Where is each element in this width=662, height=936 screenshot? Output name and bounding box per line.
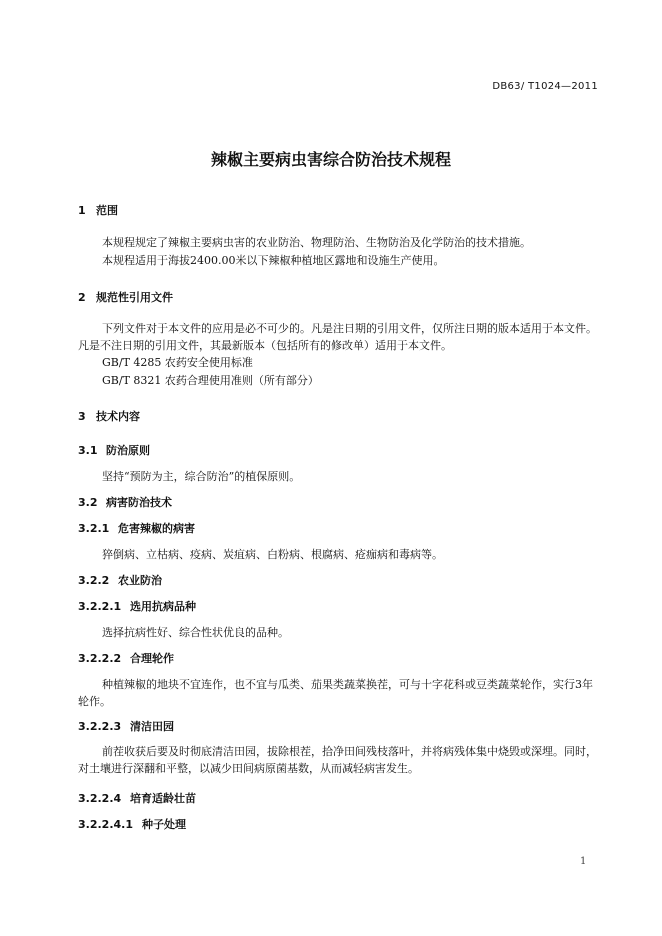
section-title: 合理轮作 [130,652,174,665]
section-heading-3-2-2 [78,572,162,588]
section-number: 1 [78,204,86,217]
section-heading-3-2-2-1 [78,598,196,614]
section-heading-3 [78,408,140,424]
section-number: 3.2.2.4.1 [78,818,133,831]
paragraph: 种植辣椒的地块不宜连作，也不宜与瓜类、茄果类蔬菜换茬，可与十字花科或豆类蔬菜轮作，实行3年轮作。 [78,678,593,708]
reference-item: GB/T 8321 农药合理使用准则（所有部分） [102,374,319,387]
section-heading-1 [78,202,118,218]
section-number: 3.2.2.4 [78,792,122,805]
section-heading-3-2-2-2 [78,650,174,666]
page-number: 1 [580,856,587,867]
paragraph: 本规程规定了辣椒主要病虫害的农业防治、物理防治、生物防治及化学防治的技术措施。 [102,236,531,249]
section-title: 规范性引用文件 [96,291,173,304]
page-title: 辣椒主要病虫害综合防治技术规程 [210,150,451,169]
section-title: 危害辣椒的病害 [118,522,195,535]
section-title: 防治原则 [106,444,150,457]
section-number: 3.2.2.1 [78,600,122,613]
paragraph: 本规程适用于海拔2400.00米以下辣椒种植地区露地和设施生产使用。 [102,254,445,267]
section-title: 清洁田园 [130,720,174,733]
section-number: 3.2.2 [78,574,110,587]
section-title: 技术内容 [96,410,140,423]
reference-item: GB/T 4285 农药安全使用标准 [102,356,253,369]
section-number: 3.1 [78,444,98,457]
section-heading-3-2-2-3 [78,718,174,734]
section-number: 3.2.2.3 [78,720,122,733]
section-heading-3-1 [78,442,150,458]
section-number: 3 [78,410,86,423]
section-heading-3-2-2-4 [78,790,196,806]
section-heading-3-2 [78,494,172,510]
paragraph: 选择抗病性好、综合性状优良的品种。 [102,626,289,639]
paragraph: 猝倒病、立枯病、疫病、炭疽病、白粉病、根腐病、疮痂病和毒病等。 [102,548,443,561]
section-number: 3.2 [78,496,98,509]
section-number: 3.2.1 [78,522,110,535]
section-title: 病害防治技术 [106,496,172,509]
section-heading-2 [78,289,173,305]
section-heading-3-2-2-4-1 [78,816,186,832]
paragraph: 坚持“预防为主，综合防治”的植保原则。 [102,470,301,483]
section-title: 选用抗病品种 [130,600,196,613]
section-title: 范围 [96,204,118,217]
paragraph: 下列文件对于本文件的应用是必不可少的。凡是注日期的引用文件，仅所注日期的版本适用于本文件。凡是不注日期的引用文件，其最新版本（包括所有的修改单）适用于本文件。 [78,322,597,352]
document-number: DB63/ T1024—2011 [492,81,598,92]
section-number: 2 [78,291,86,304]
section-number: 3.2.2.2 [78,652,122,665]
paragraph: 前茬收获后要及时彻底清洁田园，拔除根茬，拾净田间残枝落叶，并将病残体集中烧毁或深埋。同时，对土壤进行深翻和平整，以减少田间病原菌基数，从而减轻病害发生。 [78,745,597,775]
section-title: 种子处理 [142,818,186,831]
section-title: 农业防治 [118,574,162,587]
section-title: 培育适龄壮苗 [130,792,196,805]
section-heading-3-2-1 [78,520,195,536]
